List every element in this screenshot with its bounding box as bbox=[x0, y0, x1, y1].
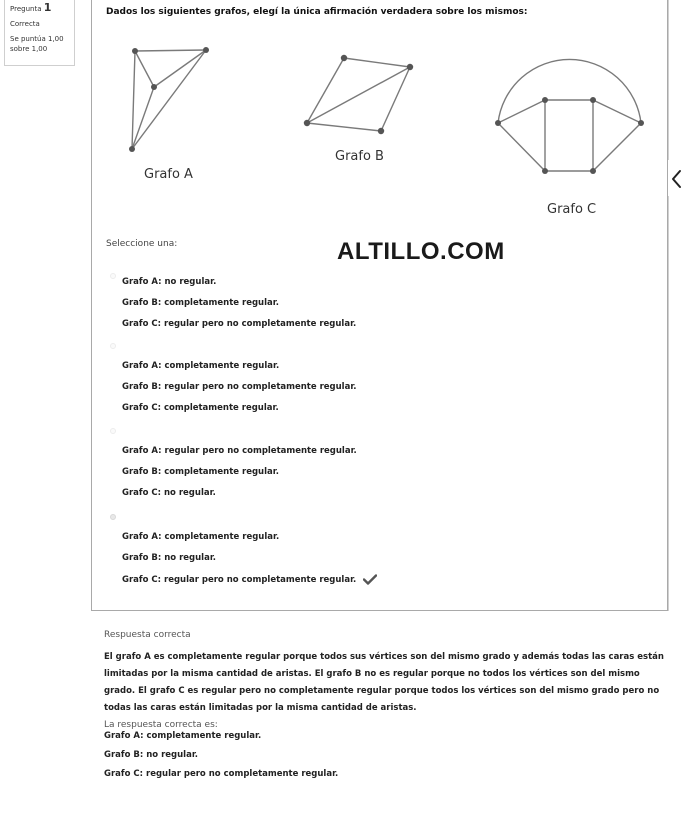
option-radio[interactable] bbox=[110, 428, 116, 434]
option-radio-selected[interactable] bbox=[110, 514, 116, 520]
check-icon bbox=[363, 574, 377, 585]
feedback-explanation: El grafo A es completamente regular porque todos sus vértices son del mismo grado y además todas las caras están limitadas por la misma cantidad de aristas. El grafo B no es regular porque no todos los vértices son del mismo grado. El grafo C es regular pero no completamente regular porque todos los vértices son del mismo grado pero no todas las caras están limitadas por la misma cantidad de aristas. bbox=[104, 652, 664, 713]
graph-a-label: Grafo A bbox=[144, 167, 193, 182]
correct-answer-line: Grafo B: no regular. bbox=[104, 750, 199, 760]
watermark: ALTILLO.COM bbox=[337, 238, 505, 265]
graph-a bbox=[132, 50, 206, 149]
graph-c-vertices bbox=[495, 97, 644, 174]
question-number: 1 bbox=[43, 1, 52, 14]
nav-divider-top bbox=[668, 0, 669, 160]
option-line: Grafo C: no regular. bbox=[122, 488, 216, 498]
graph-b bbox=[307, 58, 410, 131]
option-line: Grafo A: completamente regular. bbox=[122, 361, 280, 371]
correct-answer-label: La respuesta correcta es: bbox=[104, 720, 218, 730]
option-line: Grafo B: no regular. bbox=[122, 553, 217, 563]
option-line: Grafo A: completamente regular. bbox=[122, 532, 280, 542]
option-line: Grafo A: no regular. bbox=[122, 277, 217, 287]
option-line: Grafo B: completamente regular. bbox=[122, 298, 279, 308]
correct-answer-line: Grafo A: completamente regular. bbox=[104, 731, 262, 741]
option-line: Grafo C: regular pero no completamente regular. bbox=[122, 319, 357, 329]
question-prompt: Dados los siguientes grafos, elegí la única afirmación verdadera sobre los mismos: bbox=[106, 7, 528, 17]
option-line: Grafo C: completamente regular. bbox=[122, 403, 279, 413]
question-status: Correcta bbox=[10, 20, 40, 28]
graphs-figure bbox=[92, 0, 669, 232]
graph-c bbox=[498, 59, 641, 171]
select-label: Seleccione una: bbox=[106, 239, 178, 249]
option-line: Grafo A: regular pero no completamente regular. bbox=[122, 446, 357, 456]
chevron-left-icon[interactable] bbox=[669, 168, 685, 190]
graph-c-label: Grafo C bbox=[547, 202, 597, 217]
option-radio[interactable] bbox=[110, 343, 116, 349]
question-label: Pregunta bbox=[10, 5, 42, 13]
feedback-section bbox=[104, 630, 664, 788]
correct-answer-line: Grafo C: regular pero no completamente regular. bbox=[104, 769, 339, 779]
feedback-title: Respuesta correcta bbox=[104, 630, 191, 640]
option-line: Grafo C: regular pero no completamente regular. bbox=[122, 575, 357, 585]
question-grade: Se puntúa 1,00 sobre 1,00 bbox=[10, 35, 64, 53]
option-radio[interactable] bbox=[110, 273, 116, 279]
question-info bbox=[4, 0, 75, 66]
option-line: Grafo B: completamente regular. bbox=[122, 467, 279, 477]
option-line: Grafo B: regular pero no completamente regular. bbox=[122, 382, 357, 392]
nav-divider-bottom bbox=[668, 196, 669, 611]
graph-b-label: Grafo B bbox=[335, 149, 384, 164]
question-box bbox=[91, 0, 668, 611]
option-line-with-check bbox=[122, 574, 377, 585]
